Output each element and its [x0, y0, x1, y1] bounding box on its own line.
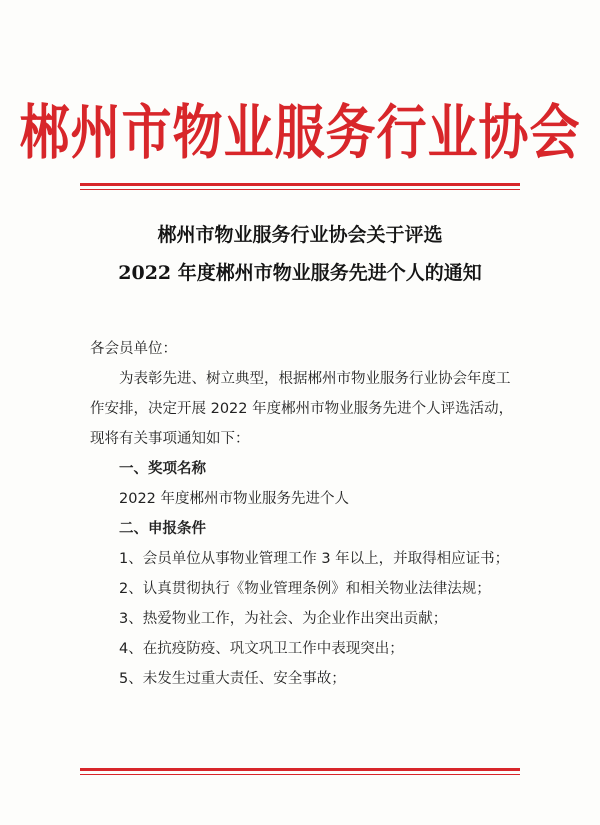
letterhead-rule-thick — [80, 183, 520, 186]
intro-paragraph: 为表彰先进、树立典型，根据郴州市物业服务行业协会年度工作安排，决定开展 2022 年度郴州市物业服务先进个人评选活动，现将有关事项通知如下： — [90, 371, 514, 447]
footer-rule-thick — [80, 768, 520, 771]
section-2-heading: 二、申报条件 — [119, 521, 206, 537]
condition-item-1: 1、会员单位从事物业管理工作 3 年以上，并取得相应证书； — [119, 551, 510, 567]
notice-body — [90, 334, 520, 694]
section-1-text: 2022 年度郴州市物业服务先进个人 — [119, 491, 350, 507]
condition-item-2: 2、认真贯彻执行《物业管理条例》和相关物业法律法规； — [119, 581, 491, 597]
notice-title-line-1: 郴州市物业服务行业协会关于评选 — [157, 224, 443, 246]
condition-item-5: 5、未发生过重大责任、安全事故； — [119, 671, 346, 687]
section-1-heading: 一、奖项名称 — [119, 461, 206, 477]
letterhead-rule-thin — [80, 189, 520, 190]
condition-item-4: 4、在抗疫防疫、巩文巩卫工作中表现突出； — [119, 641, 404, 657]
organization-letterhead: 郴州市物业服务行业协会 — [19, 97, 581, 167]
footer-rule-thin — [80, 774, 520, 775]
notice-title-line-2: 2022 年度郴州市物业服务先进个人的通知 — [118, 262, 482, 284]
salutation: 各会员单位： — [90, 341, 177, 357]
condition-item-3: 3、热爱物业工作，为社会、为企业作出突出贡献； — [119, 611, 448, 627]
